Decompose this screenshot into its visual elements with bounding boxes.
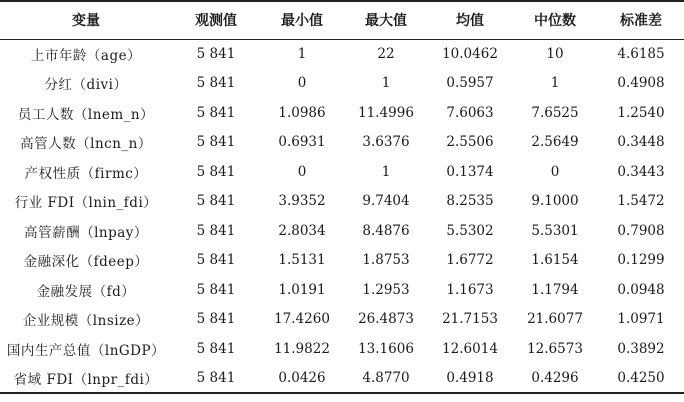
cell-std: 1.2540 bbox=[617, 104, 665, 121]
cell-std: 0.4250 bbox=[598, 364, 684, 394]
header-std: 标准差 bbox=[598, 1, 684, 39]
cell-std: 0.0948 bbox=[617, 281, 665, 298]
cell-max: 3.6376 bbox=[362, 134, 410, 151]
header-median: 中位数 bbox=[512, 1, 598, 39]
cell-std: 0.7908 bbox=[617, 222, 665, 239]
table-row bbox=[0, 39, 684, 69]
table-row bbox=[0, 364, 684, 394]
cell-median: 10 bbox=[546, 46, 564, 62]
cell-min: 11.9822 bbox=[274, 340, 330, 357]
cell-variable: 国内生产总值（lnGDP） bbox=[6, 342, 166, 359]
header-max: 最大值 bbox=[344, 1, 428, 39]
cell-variable: 高管人数（lncn_n） bbox=[20, 136, 152, 153]
cell-median: 7.6525 bbox=[531, 104, 579, 121]
cell-mean: 0.4918 bbox=[428, 364, 512, 394]
cell-mean: 8.2535 bbox=[446, 193, 494, 210]
cell-observations: 5 841 bbox=[196, 311, 236, 328]
cell-mean: 21.7153 bbox=[442, 311, 498, 328]
cell-max: 1.8753 bbox=[362, 252, 410, 269]
cell-std: 0.3892 bbox=[617, 340, 665, 357]
cell-min: 0 bbox=[297, 75, 307, 92]
cell-min: 2.8034 bbox=[278, 222, 326, 239]
cell-median: 1.1794 bbox=[531, 281, 579, 298]
cell-median: 21.6077 bbox=[527, 311, 583, 328]
cell-variable: 企业规模（lnsize） bbox=[22, 313, 150, 330]
cell-min: 0 bbox=[297, 163, 307, 180]
cell-mean: 5.5302 bbox=[446, 222, 494, 239]
cell-variable: 高管薪酬（lnpay） bbox=[24, 224, 148, 241]
cell-mean: 0.5957 bbox=[446, 75, 494, 92]
table-row bbox=[0, 98, 684, 128]
table-row bbox=[0, 69, 684, 99]
cell-min: 3.9352 bbox=[278, 193, 326, 210]
cell-median: 0 bbox=[550, 163, 560, 180]
cell-mean: 1.6772 bbox=[446, 252, 494, 269]
cell-observations: 5 841 bbox=[196, 75, 236, 92]
header-observations: 观测值 bbox=[172, 1, 260, 39]
cell-max: 13.1606 bbox=[358, 340, 414, 357]
header-min: 最小值 bbox=[260, 1, 344, 39]
cell-max: 9.7404 bbox=[362, 193, 410, 210]
cell-max: 11.4996 bbox=[358, 104, 414, 121]
cell-max: 4.8770 bbox=[344, 364, 428, 394]
cell-observations: 5 841 bbox=[196, 46, 236, 62]
cell-mean: 7.6063 bbox=[446, 104, 494, 121]
cell-median: 1 bbox=[550, 75, 560, 92]
cell-observations: 5 841 bbox=[196, 163, 236, 180]
cell-std: 1.5472 bbox=[617, 193, 665, 210]
cell-std: 0.4908 bbox=[617, 75, 665, 92]
cell-min: 1.5131 bbox=[278, 252, 326, 269]
table-row bbox=[0, 275, 684, 305]
cell-median: 0.4296 bbox=[512, 364, 598, 394]
cell-variable: 员工人数（lnem_n） bbox=[17, 106, 155, 123]
cell-observations: 5 841 bbox=[196, 222, 236, 239]
cell-observations: 5 841 bbox=[196, 104, 236, 121]
cell-min: 17.4260 bbox=[274, 311, 330, 328]
cell-max: 8.4876 bbox=[362, 222, 410, 239]
cell-max: 1 bbox=[381, 163, 391, 180]
header-row bbox=[0, 1, 684, 39]
cell-observations: 5 841 bbox=[196, 340, 236, 357]
table-row bbox=[0, 157, 684, 187]
header-mean: 均值 bbox=[428, 1, 512, 39]
cell-mean: 2.5506 bbox=[446, 134, 494, 151]
cell-std: 0.1299 bbox=[617, 252, 665, 269]
cell-variable: 上市年龄（age） bbox=[30, 48, 142, 64]
cell-std: 4.6185 bbox=[617, 46, 665, 62]
table-header bbox=[0, 1, 684, 39]
table-row bbox=[0, 128, 684, 158]
cell-median: 1.6154 bbox=[531, 252, 579, 269]
cell-min: 1.0986 bbox=[278, 104, 326, 121]
cell-mean: 12.6014 bbox=[442, 340, 498, 357]
cell-observations: 5 841 bbox=[196, 252, 236, 269]
table-row bbox=[0, 216, 684, 246]
cell-observations: 5 841 bbox=[172, 364, 260, 394]
cell-observations: 5 841 bbox=[196, 281, 236, 298]
cell-mean: 0.1374 bbox=[446, 163, 494, 180]
cell-variable: 金融深化（fdeep） bbox=[23, 254, 149, 271]
cell-max: 1.2953 bbox=[362, 281, 410, 298]
cell-min: 1.0191 bbox=[278, 281, 326, 298]
cell-variable: 分红（divi） bbox=[44, 77, 128, 94]
cell-min: 0.6931 bbox=[278, 134, 326, 151]
cell-median: 12.6573 bbox=[527, 340, 583, 357]
cell-variable: 金融发展（fd） bbox=[36, 283, 136, 300]
cell-median: 2.5649 bbox=[531, 134, 579, 151]
cell-max: 22 bbox=[377, 46, 395, 62]
cell-variable: 行业 FDI（lnin_fdi） bbox=[14, 195, 158, 212]
table-row bbox=[0, 305, 684, 335]
cell-min: 0.0426 bbox=[260, 364, 344, 394]
cell-max: 1 bbox=[381, 75, 391, 92]
header-variable: 变量 bbox=[0, 1, 172, 39]
cell-variable: 产权性质（firmc） bbox=[24, 165, 148, 182]
cell-mean: 10.0462 bbox=[442, 46, 498, 62]
cell-std: 0.3443 bbox=[617, 163, 665, 180]
cell-mean: 1.1673 bbox=[446, 281, 494, 298]
cell-observations: 5 841 bbox=[196, 193, 236, 210]
cell-median: 5.5301 bbox=[531, 222, 579, 239]
cell-median: 9.1000 bbox=[531, 193, 579, 210]
cell-max: 26.4873 bbox=[358, 311, 414, 328]
cell-variable: 省域 FDI（lnpr_fdi） bbox=[0, 364, 172, 394]
cell-observations: 5 841 bbox=[196, 134, 236, 151]
table-row bbox=[0, 246, 684, 276]
cell-std: 1.0971 bbox=[617, 311, 665, 328]
table-row bbox=[0, 334, 684, 364]
cell-std: 0.3448 bbox=[617, 134, 665, 151]
table-row bbox=[0, 187, 684, 217]
table-body bbox=[0, 39, 684, 393]
cell-min: 1 bbox=[297, 46, 307, 62]
